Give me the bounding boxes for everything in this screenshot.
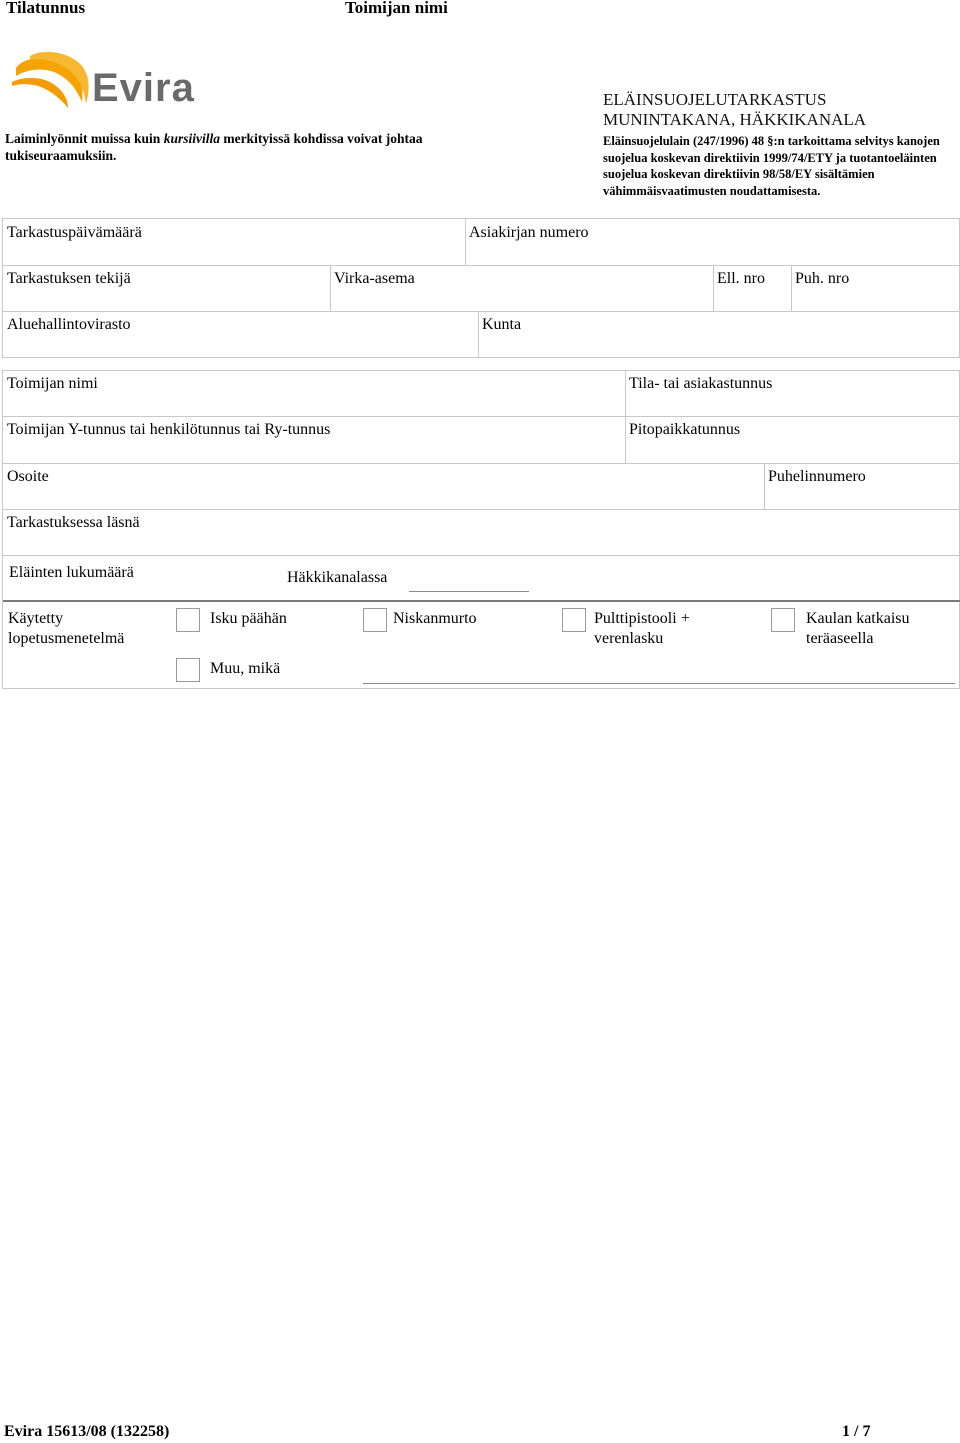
footer-page-number: 1 / 7: [842, 1423, 871, 1440]
cage-count-input[interactable]: [409, 591, 529, 592]
evira-wordmark: Evira: [92, 66, 195, 110]
other-method-input[interactable]: [363, 683, 955, 684]
document-number-label: Asiakirjan numero: [469, 224, 589, 241]
regional-agency-field[interactable]: [3, 312, 479, 357]
option-isku-checkbox[interactable]: [176, 608, 200, 632]
option-muu-label: Muu, mikä: [210, 660, 281, 677]
operator-section: [2, 370, 960, 601]
option-kaulan-katkaisu-label-1: Kaulan katkaisu: [806, 610, 910, 627]
position-field[interactable]: [331, 266, 714, 312]
inspection-date-label: Tarkastuspäivämäärä: [7, 224, 142, 241]
option-isku-label: Isku päähän: [210, 610, 287, 627]
tilatunnus-label: Tilatunnus: [6, 0, 86, 17]
option-muu-checkbox[interactable]: [176, 658, 200, 682]
killing-method-section: [2, 600, 960, 689]
holding-id-label: Pitopaikkatunnus: [629, 421, 741, 438]
evira-logo: [10, 50, 195, 112]
puh-nro-label: Puh. nro: [795, 270, 850, 287]
business-id-label: Toimijan Y-tunnus tai henkilötunnus tai Ry-tunnus: [7, 421, 331, 438]
address-label: Osoite: [7, 468, 49, 485]
footer-doc-code: Evira 15613/08 (132258): [4, 1423, 170, 1440]
section-divider: [3, 600, 960, 602]
killing-method-label-1: Käytetty: [8, 610, 64, 627]
option-pulttipistooli-label-2: verenlasku: [594, 630, 664, 647]
warning-text: Laiminlyönnit muissa kuin kursiivilla merkityissä kohdissa voivat johtaa tukiseuraamuksiin.: [5, 131, 423, 163]
municipality-field[interactable]: [479, 312, 959, 357]
form-description: Eläinsuojelulain (247/1996) 48 §:n tarkoittama selvitys kanojen suojelua koskevan direktiivin 1999/74/ETY ja tuotantoeläinten suojelua koskevan direktiivin 98/58/EY sisältämien vähimmäisvaatimusten noudattamisesta.: [603, 134, 940, 198]
inspector-field[interactable]: [3, 266, 331, 312]
option-kaulan-katkaisu-checkbox[interactable]: [771, 608, 795, 632]
form-title-line1: ELÄINSUOJELUTARKASTUS: [603, 90, 827, 109]
option-niskanmurto-checkbox[interactable]: [363, 608, 387, 632]
option-kaulan-katkaisu-label-2: teräaseella: [806, 630, 874, 647]
present-label: Tarkastuksessa läsnä: [7, 514, 140, 531]
inspection-date-field[interactable]: [3, 219, 466, 266]
option-pulttipistooli-checkbox[interactable]: [562, 608, 586, 632]
ell-nro-field[interactable]: [714, 266, 792, 312]
option-pulttipistooli-label-1: Pulttipistooli +: [594, 610, 690, 627]
cage-label: Häkkikanalassa: [287, 569, 388, 586]
puh-nro-field[interactable]: [792, 266, 959, 312]
present-field[interactable]: [3, 510, 959, 556]
option-niskanmurto-label: Niskanmurto: [393, 610, 477, 627]
inspection-section: [2, 218, 960, 358]
operator-name-field[interactable]: [3, 371, 626, 417]
farm-id-label: Tila- tai asiakastunnus: [629, 375, 773, 392]
phone-field[interactable]: [765, 464, 959, 510]
inspector-label: Tarkastuksen tekijä: [7, 270, 131, 287]
document-number-field[interactable]: [466, 219, 959, 266]
form-title-block: [603, 90, 953, 199]
regional-agency-label: Aluehallintovirasto: [7, 316, 131, 333]
farm-id-field[interactable]: [626, 371, 959, 417]
business-id-field[interactable]: [3, 417, 626, 464]
holding-id-field[interactable]: [626, 417, 959, 464]
address-field[interactable]: [3, 464, 765, 510]
form-title-line2: MUNINTAKANA, HÄKKIKANALA: [603, 110, 867, 129]
ell-nro-label: Ell. nro: [717, 270, 765, 287]
killing-method-label-2: lopetusmenetelmä: [8, 630, 125, 647]
animal-count-row: [3, 556, 959, 602]
position-label: Virka-asema: [334, 270, 415, 287]
phone-label: Puhelinnumero: [768, 468, 866, 485]
toimijan-nimi-header-label: Toimijan nimi: [345, 0, 448, 17]
municipality-label: Kunta: [482, 316, 522, 333]
animal-count-label: Eläinten lukumäärä: [9, 564, 134, 581]
operator-name-label: Toimijan nimi: [7, 375, 98, 392]
